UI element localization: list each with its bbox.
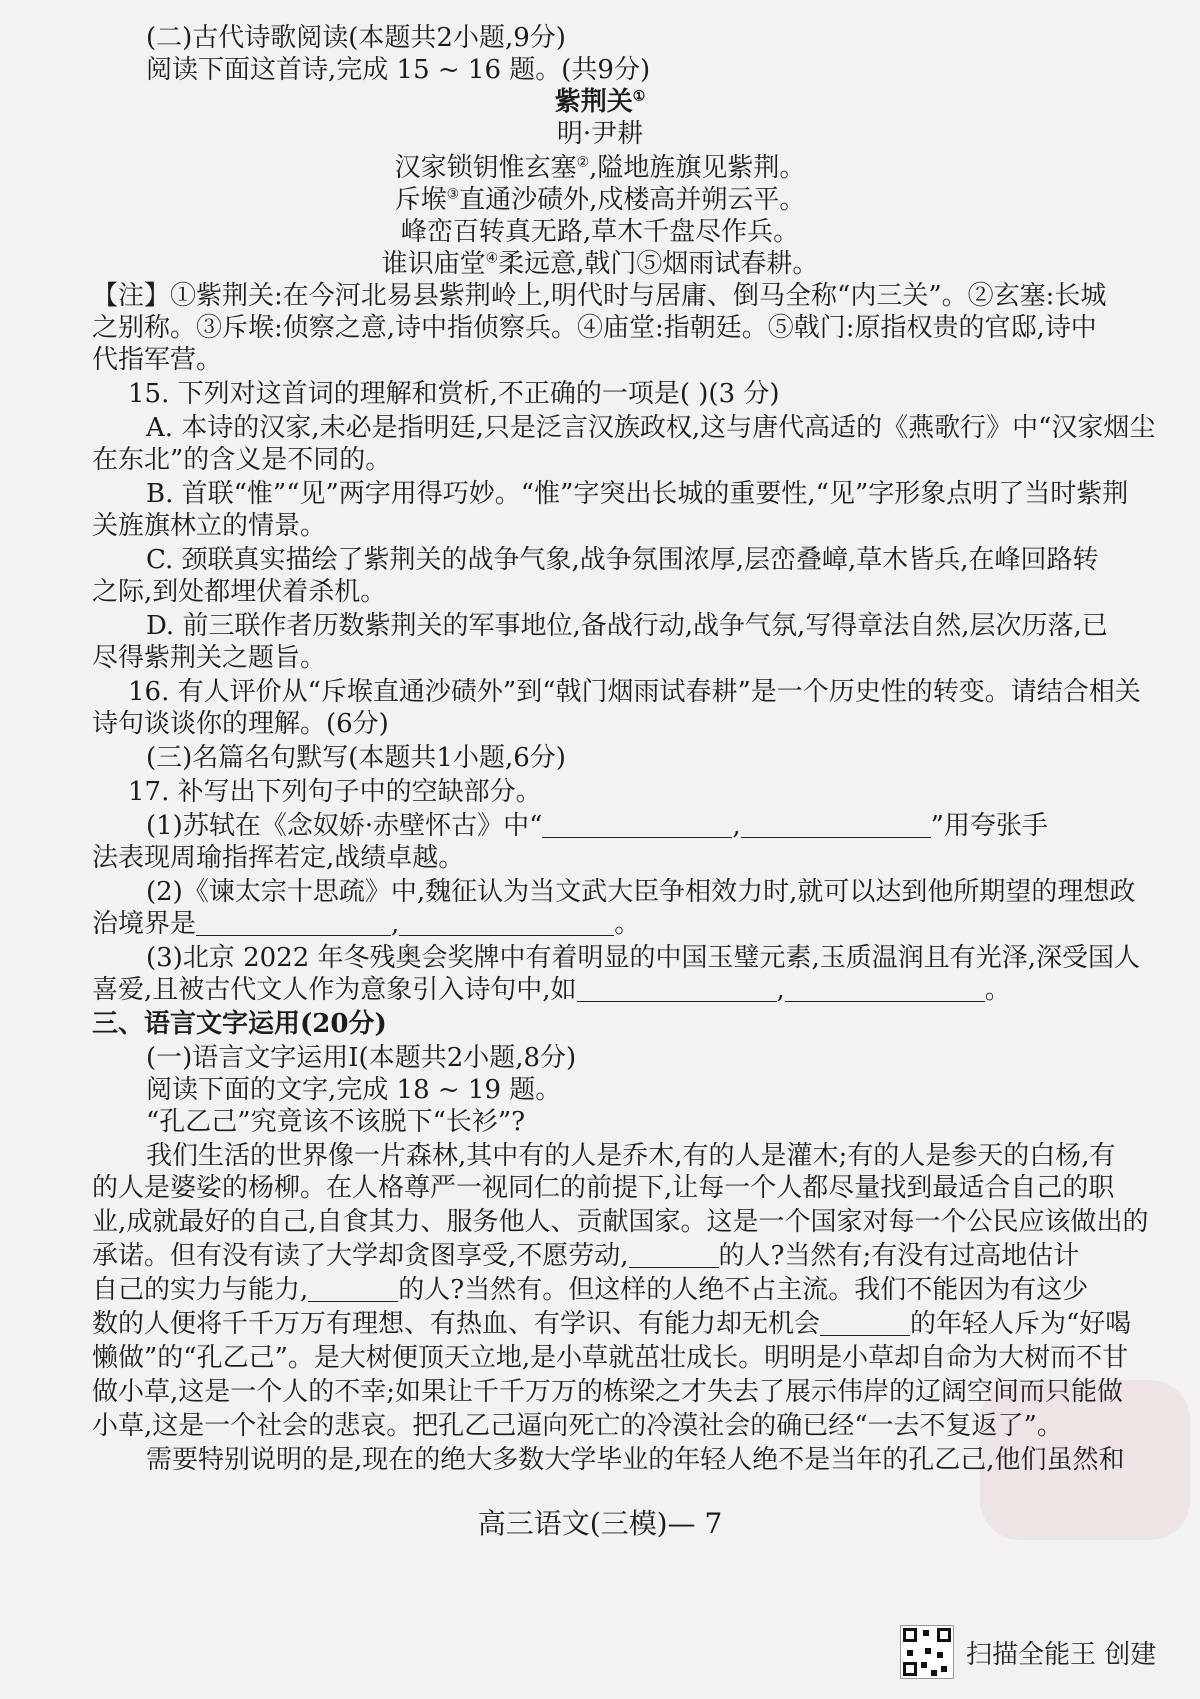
answer-blank[interactable] (308, 1275, 398, 1302)
answer-blank[interactable] (399, 909, 614, 936)
question-17-part-1: (1)苏轼在《念奴娇·赤壁怀古》中“ , ”用夸张手 (146, 811, 1048, 841)
poem-line: 汉家锁钥惟玄塞②,隘地旌旗见紫荆。 (394, 153, 806, 183)
poem-line: 峰峦百转真无路,草木千盘尽作兵。 (400, 217, 800, 247)
question-15-option-d: D. 前三联作者历数紫荆关的军事地位,备战行动,战争气氛,写得章法自然,层次历落,已 (146, 611, 1108, 641)
article-line: 业,成就最好的自己,自食其力、服务他人、贡献国家。这是一个国家对每一个公民应该做出的 (92, 1207, 1149, 1237)
article-line: 承诺。但有没有读了大学却贪图享受,不愿劳动, 的人?当然有;有没有过高地估计 (92, 1241, 1080, 1271)
question-17-stem: 17. 补写出下列句子中的空缺部分。 (128, 777, 542, 807)
article-line: 小草,这是一个社会的悲哀。把孔乙己逼向死亡的冷漠社会的确已经“一去不复返了”。 (92, 1411, 1063, 1441)
question-16: 16. 有人评价从“斥堠直通沙碛外”到“戟门烟雨试春耕”是一个历史性的转变。请结合相关 (128, 677, 1141, 707)
question-15-option-b: B. 首联“惟”“见”两字用得巧妙。“惟”字突出长城的重要性,“见”字形象点明了当时紫荆 (146, 479, 1129, 509)
question-15-option-d-cont: 尽得紫荆关之题旨。 (92, 643, 327, 673)
article-line: 的人是婆娑的杨柳。在人格尊严一视同仁的前提下,让每一个人都尽量找到最适合自己的职 (92, 1173, 1115, 1203)
poem-note: 之别称。③斥堠:侦察之意,诗中指侦察兵。④庙堂:指朝廷。⑤戟门:原指权贵的官邸,诗中 (92, 313, 1097, 343)
article-line: 需要特别说明的是,现在的绝大多数大学毕业的年轻人绝不是当年的孔乙己,他们虽然和 (146, 1445, 1125, 1475)
answer-blank[interactable] (629, 1241, 719, 1268)
poem-note: 【注】①紫荆关:在今河北易县紫荆岭上,明代时与居庸、倒马全称“内三关”。②玄塞:长城 (92, 281, 1107, 311)
question-17-part-3-cont: 喜爱,且被古代文人作为意象引入诗句中,如 , 。 (92, 975, 1011, 1005)
answer-blank[interactable] (542, 811, 732, 838)
article-line: 自己的实力与能力, 的人?当然有。但这样的人绝不占主流。我们不能因为有这少 (92, 1275, 1089, 1305)
poem-author: 明·尹耕 (556, 119, 644, 149)
poem-line: 谁识庙堂④柔远意,戟门⑤烟雨试春耕。 (381, 249, 819, 279)
qr-code-icon (900, 1625, 954, 1679)
scanner-watermark (900, 1625, 1156, 1679)
answer-blank[interactable] (820, 1309, 910, 1336)
article-line: 数的人便将千千万万有理想、有热血、有学识、有能力却无机会 的年轻人斥为“好喝 (92, 1309, 1132, 1339)
part-3-title: 三、语言文字运用(20分) (92, 1009, 387, 1039)
answer-blank[interactable] (577, 975, 777, 1002)
question-17-part-1-cont: 法表现周瑜指挥若定,战绩卓越。 (92, 843, 465, 873)
page-footer: 高三语文(三模)— 7 (477, 1507, 723, 1540)
part-3-subtitle: (一)语言文字运用Ⅰ(本题共2小题,8分) (146, 1043, 577, 1073)
question-15-option-b-cont: 关旌旗林立的情景。 (92, 511, 327, 541)
instruction-language: 阅读下面的文字,完成 18 ~ 19 题。 (146, 1075, 562, 1105)
question-15-stem: 15. 下列对这首词的理解和赏析,不正确的一项是( )(3 分) (128, 379, 780, 409)
question-15-option-c-cont: 之际,到处都埋伏着杀机。 (92, 577, 387, 607)
question-16-cont: 诗句谈谈你的理解。(6分) (92, 709, 389, 739)
question-17-part-2: (2)《谏太宗十思疏》中,魏征认为当文武大臣争相效力时,就可以达到他所期望的理想政 (146, 877, 1136, 907)
article-line: 我们生活的世界像一片森林,其中有的人是乔木,有的人是灌木;有的人是参天的白杨,有 (146, 1141, 1116, 1171)
section-title-recitation: (三)名篇名句默写(本题共1小题,6分) (146, 743, 566, 773)
scanner-label: 扫描全能王 创建 (966, 1639, 1157, 1670)
question-15-option-a-cont: 在东北”的含义是不同的。 (92, 445, 392, 475)
question-17-part-3: (3)北京 2022 年冬残奥会奖牌中有着明显的中国玉璧元素,玉质温润且有光泽,深受国人 (146, 943, 1141, 973)
question-15-option-a: A. 本诗的汉家,未必是指明廷,只是泛言汉族政权,这与唐代高适的《燕歌行》中“汉家烟尘 (146, 413, 1156, 443)
poem-title: 紫荆关① (554, 87, 646, 117)
poem-line: 斥堠③直通沙碛外,戍楼高并朔云平。 (394, 185, 806, 215)
poem-note: 代指军营。 (92, 345, 223, 375)
article-line: 做小草,这是一个人的不幸;如果让千千万万的栋梁之才失去了展示伟岸的辽阔空间而只能做 (92, 1377, 1124, 1407)
answer-blank[interactable] (741, 811, 931, 838)
instruction-poetry: 阅读下面这首诗,完成 15 ~ 16 题。(共9分) (146, 55, 651, 85)
question-15-option-c: C. 颈联真实描绘了紫荆关的战争气象,战争氛围浓厚,层峦叠嶂,草木皆兵,在峰回路转 (146, 545, 1099, 575)
article-title: “孔乙己”究竟该不该脱下“长衫”? (146, 1107, 526, 1137)
article-line: 懒做”的“孔乙己”。是大树便顶天立地,是小草就茁壮成长。明明是小草却自命为大树而不甘 (92, 1343, 1129, 1373)
section-title-poetry: (二)古代诗歌阅读(本题共2小题,9分) (146, 23, 566, 53)
answer-blank[interactable] (196, 909, 391, 936)
question-17-part-2-cont: 治境界是 , 。 (92, 909, 641, 939)
answer-blank[interactable] (785, 975, 985, 1002)
